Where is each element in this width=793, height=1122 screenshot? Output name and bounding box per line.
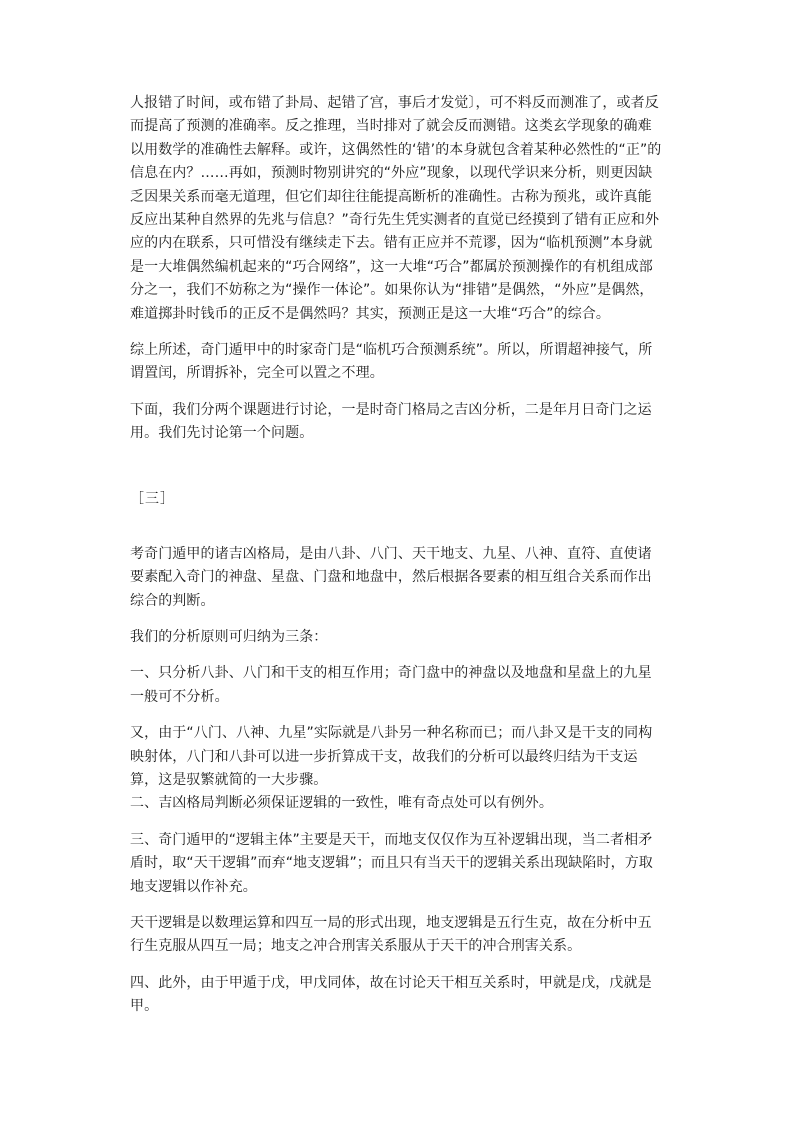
paragraph-principle-one: 一、只分析八卦、八门和干支的相互作用；奇门盘中的神盘以及地盘和星盘上的九星一般可不分析。 — [130, 665, 652, 705]
paragraph-summary: 综上所述，奇门遁甲中的时家奇门是“临机巧合预测系统”。所以，所谓超神接气，所谓置闰，所谓拆补，完全可以置之不理。 — [130, 342, 653, 382]
section-heading: ［三］ — [130, 490, 175, 507]
paragraph-principle-three: 三、奇门遁甲的“逻辑主体”主要是天干，而地支仅仅作为互补逻辑出现，当二者相矛盾时，取“天干逻辑”而弃“地支逻辑”；而且只有当天干的逻辑关系出现缺陷时，方取地支逻辑以作补充。 — [130, 831, 653, 895]
paragraph-principles-intro: 我们的分析原则可归纳为三条： — [130, 628, 328, 645]
paragraph-next-topics: 下面，我们分两个课题进行讨论，一是时奇门格局之吉凶分析，二是年月日奇门之运用。我们先讨论第一个问题。 — [130, 401, 652, 442]
paragraph-principle-three-note: 天干逻辑是以数理运算和四互一局的形式出现，地支逻辑是五行生克，故在分析中五行生克服从四互一局；地支之冲合刑害关系服从于天干的冲合刑害关系。 — [130, 914, 652, 955]
paragraph-principle-two: 二、吉凶格局判断必须保证逻辑的一致性，唯有奇点处可以有例外。 — [130, 795, 553, 812]
document-page — [130, 92, 662, 1019]
paragraph-principle-four: 四、此外，由于甲遁于戊，甲戊同体，故在讨论天干相互关系时，甲就是戊，戊就是甲。 — [130, 974, 652, 1015]
paragraph-principle-one-note: 又，由于“八门、八神、九星”实际就是八卦另一种名称而已；而八卦又是干支的同构映射体，八门和八卦可以进一步折算成干支，故我们的分析可以最终归结为干支运算，这是驭繁就简的一大步骤。 — [130, 725, 653, 788]
paragraph-composition: 考奇门遁甲的诸吉凶格局，是由八卦、八门、天干地支、九星、八神、直符、直使诸要素配入奇门的神盘、星盘、门盘和地盘中，然后根据各要素的相互组合关系而作出综合的判断。 — [130, 545, 652, 609]
paragraph-intro: 人报错了时间，或布错了卦局、起错了宫，事后才发觉〕，可不料反而测准了，或者反而提高了预测的准确率。反之推理，当时排对了就会反而测错。这类玄学现象的确难以用数学的准确性去解释。或许，这偶然性的‘错’的本身就包含着某种必然性的“正”的信息在内？……再如，预测时物别讲究的“外应”现象，以现代学识来分析，则更因缺乏因果关系而毫无道理，但它们却往往能提高断析的准确性。古称为预兆，或许真能反应出某种自然界的先兆与信息？”奇行先生凭实测者的直觉已经摸到了错有正应和外应的内在联系，只可惜没有继续走下去。错有正应并不荒谬，因为“临机预测”本身就是一大堆偶然编机起来的“巧合网络”，这一大堆“巧合”都属於预测操作的有机组成部分之一，我们不妨称之为“操作一体论”。如果你认为“排错”是偶然，“外应”是偶然，难道掷卦时钱币的正反不是偶然吗？其实，预测正是这一大堆“巧合”的综合。 — [130, 95, 662, 322]
